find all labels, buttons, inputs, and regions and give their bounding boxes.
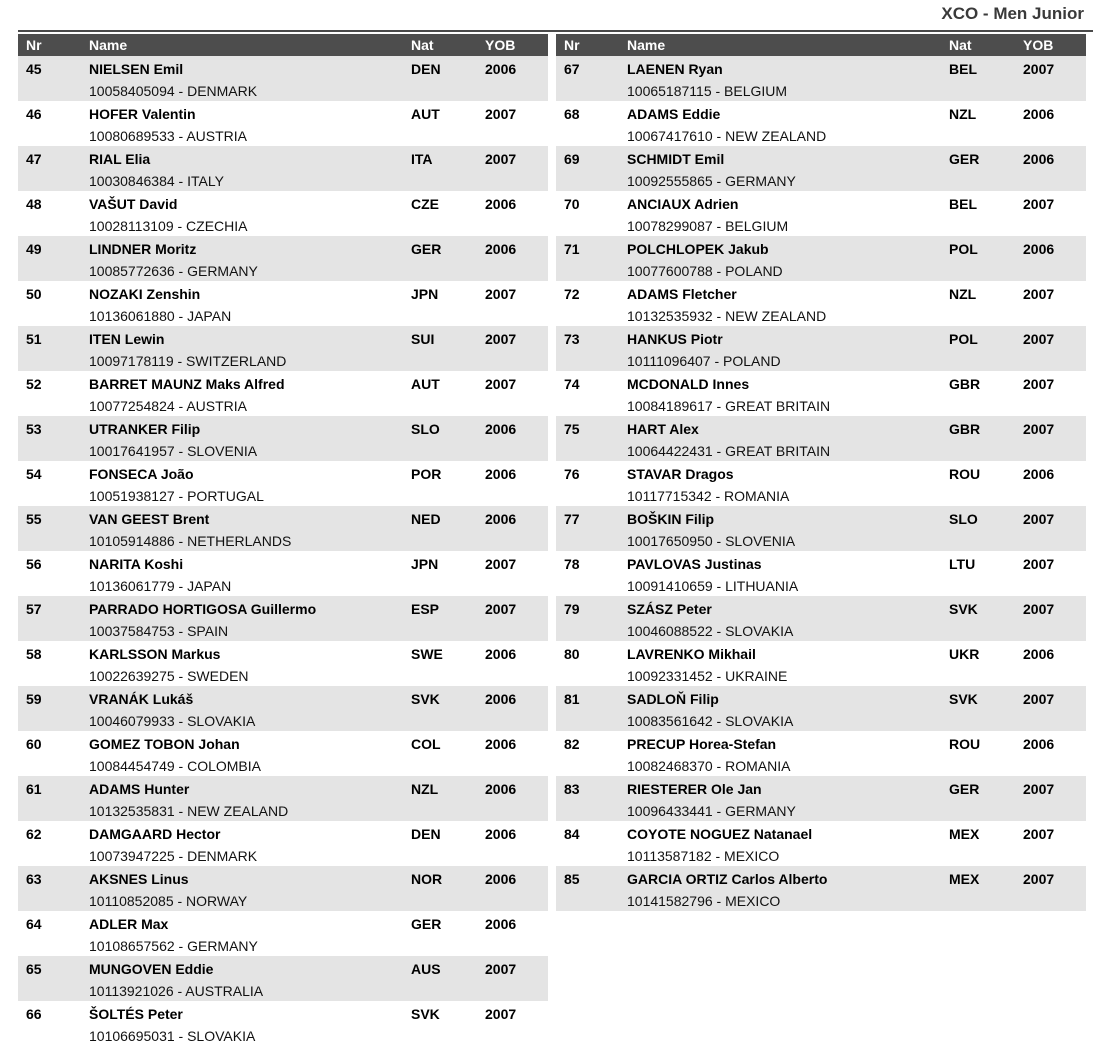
rider-nr: 85 [564, 871, 580, 887]
rider-uci-id: 10113921026 - AUSTRALIA [89, 983, 264, 999]
rider-yob: 2006 [1023, 241, 1055, 257]
rider-nr: 51 [26, 331, 42, 347]
table-row [556, 146, 1086, 191]
rider-rows [556, 56, 1086, 911]
rider-uci-id: 10046079933 - SLOVAKIA [89, 713, 256, 729]
rider-uci-id: 10084189617 - GREAT BRITAIN [627, 398, 831, 414]
rider-name: NIELSEN Emil [89, 61, 184, 77]
rider-nat: MEX [949, 871, 980, 887]
rider-nr: 79 [564, 601, 580, 617]
rider-name: VRANÁK Lukáš [89, 691, 194, 707]
rider-nr: 76 [564, 466, 580, 482]
table-header [18, 34, 548, 56]
table-row [556, 461, 1086, 506]
rider-name: DAMGAARD Hector [89, 826, 221, 842]
rider-name: UTRANKER Filip [89, 421, 201, 437]
rider-uci-id: 10080689533 - AUSTRIA [89, 128, 247, 144]
table-row [18, 911, 548, 956]
table-row [18, 596, 548, 641]
rider-yob: 2007 [1023, 601, 1055, 617]
rider-nat: POL [949, 241, 978, 257]
rider-nr: 60 [26, 736, 42, 752]
rider-yob: 2007 [1023, 196, 1055, 212]
rider-yob: 2006 [485, 196, 517, 212]
table-row [18, 146, 548, 191]
rider-name: SADLOŇ Filip [627, 691, 719, 707]
rider-nr: 47 [26, 151, 42, 167]
table-row [18, 191, 548, 236]
rider-yob: 2007 [485, 331, 517, 347]
table-row [18, 236, 548, 281]
rider-uci-id: 10058405094 - DENMARK [89, 83, 258, 99]
rider-nat: JPN [411, 556, 439, 572]
rider-nat: POL [949, 331, 978, 347]
table-row [556, 371, 1086, 416]
table-row [556, 191, 1086, 236]
rider-nat: NZL [949, 106, 977, 122]
header-divider [18, 30, 1093, 32]
rider-name: STAVAR Dragos [627, 466, 734, 482]
rider-uci-id: 10067417610 - NEW ZEALAND [627, 128, 827, 144]
rider-nat: NZL [949, 286, 977, 302]
rider-nat: GER [411, 916, 442, 932]
rider-nat: BEL [949, 196, 977, 212]
table-row [18, 101, 548, 146]
rider-nr: 52 [26, 376, 42, 392]
rider-name: GOMEZ TOBON Johan [89, 736, 240, 752]
rider-nat: AUT [411, 376, 440, 392]
rider-name: LAVRENKO Mikhail [627, 646, 756, 662]
rider-nat: CZE [411, 196, 439, 212]
rider-nr: 75 [564, 421, 580, 437]
table-row [18, 731, 548, 776]
rider-yob: 2007 [485, 961, 517, 977]
table-row [18, 1001, 548, 1046]
rider-nr: 50 [26, 286, 42, 302]
rider-yob: 2006 [1023, 736, 1055, 752]
rider-nat: JPN [411, 286, 439, 302]
rider-nr: 48 [26, 196, 42, 212]
rider-yob: 2006 [485, 736, 517, 752]
start-list-right [556, 34, 1086, 911]
rider-yob: 2006 [1023, 151, 1055, 167]
rider-nat: UKR [949, 646, 980, 662]
rider-uci-id: 10051938127 - PORTUGAL [89, 488, 264, 504]
table-row [18, 56, 548, 101]
rider-nr: 73 [564, 331, 580, 347]
rider-uci-id: 10078299087 - BELGIUM [627, 218, 789, 234]
rider-name: MCDONALD Innes [627, 376, 750, 392]
rider-uci-id: 10136061779 - JAPAN [89, 578, 232, 594]
table-row [556, 101, 1086, 146]
rider-uci-id: 10106695031 - SLOVAKIA [89, 1028, 256, 1044]
table-row [556, 731, 1086, 776]
rider-nat: AUS [411, 961, 441, 977]
rider-nr: 54 [26, 466, 42, 482]
rider-nr: 81 [564, 691, 580, 707]
rider-nr: 80 [564, 646, 580, 662]
rider-uci-id: 10132535831 - NEW ZEALAND [89, 803, 289, 819]
rider-uci-id: 10105914886 - NETHERLANDS [89, 533, 292, 549]
rider-name: KARLSSON Markus [89, 646, 221, 662]
table-row [18, 416, 548, 461]
rider-nr: 65 [26, 961, 42, 977]
rider-nr: 77 [564, 511, 580, 527]
rider-yob: 2006 [485, 871, 517, 887]
table-row [18, 866, 548, 911]
rider-nat: SLO [411, 421, 440, 437]
rider-yob: 2007 [485, 151, 517, 167]
table-row [18, 506, 548, 551]
header-yob: YOB [485, 37, 516, 53]
table-row [556, 236, 1086, 281]
rider-uci-id: 10065187115 - BELGIUM [627, 83, 788, 99]
rider-yob: 2007 [1023, 61, 1055, 77]
rider-nat: GER [949, 151, 980, 167]
rider-yob: 2006 [485, 511, 517, 527]
rider-nat: NZL [411, 781, 439, 797]
rider-name: LAENEN Ryan [627, 61, 723, 77]
rider-yob: 2007 [485, 556, 517, 572]
rider-uci-id: 10110852085 - NORWAY [89, 893, 248, 909]
rider-nr: 69 [564, 151, 580, 167]
rider-nat: DEN [411, 61, 441, 77]
rider-nr: 83 [564, 781, 580, 797]
rider-uci-id: 10111096407 - POLAND [627, 353, 781, 369]
rider-name: ADAMS Fletcher [627, 286, 737, 302]
rider-yob: 2007 [1023, 331, 1055, 347]
table-row [556, 866, 1086, 911]
rider-name: BOŠKIN Filip [627, 511, 715, 527]
rider-uci-id: 10084454749 - COLOMBIA [89, 758, 261, 774]
rider-yob: 2007 [485, 286, 517, 302]
rider-uci-id: 10077600788 - POLAND [627, 263, 783, 279]
table-row [18, 641, 548, 686]
header-yob: YOB [1023, 37, 1054, 53]
rider-nr: 53 [26, 421, 42, 437]
rider-yob: 2007 [485, 601, 517, 617]
rider-nat: GER [411, 241, 442, 257]
rider-nr: 59 [26, 691, 42, 707]
rider-nat: SUI [411, 331, 435, 347]
rider-yob: 2006 [485, 61, 517, 77]
rider-nr: 56 [26, 556, 42, 572]
rider-nr: 68 [564, 106, 580, 122]
rider-nr: 63 [26, 871, 42, 887]
rider-uci-id: 10113587182 - MEXICO [627, 848, 780, 864]
table-row [18, 461, 548, 506]
rider-yob: 2007 [1023, 511, 1055, 527]
rider-nat: ROU [949, 736, 981, 752]
rider-uci-id: 10030846384 - ITALY [89, 173, 224, 189]
table-row [18, 821, 548, 866]
rider-name: ITEN Lewin [89, 331, 165, 347]
rider-nat: AUT [411, 106, 440, 122]
rider-uci-id: 10017650950 - SLOVENIA [627, 533, 796, 549]
rider-nat: NED [411, 511, 441, 527]
rider-uci-id: 10117715342 - ROMANIA [627, 488, 790, 504]
rider-yob: 2006 [485, 466, 517, 482]
rider-uci-id: 10085772636 - GERMANY [89, 263, 258, 279]
rider-name: HART Alex [627, 421, 699, 437]
rider-nr: 74 [564, 376, 580, 392]
rider-uci-id: 10017641957 - SLOVENIA [89, 443, 258, 459]
table-row [18, 686, 548, 731]
rider-nat: ROU [949, 466, 981, 482]
rider-yob: 2006 [485, 421, 517, 437]
rider-yob: 2007 [485, 376, 517, 392]
rider-nat: GBR [949, 376, 981, 392]
rider-nat: GER [949, 781, 980, 797]
table-header [556, 34, 1086, 56]
rider-uci-id: 10091410659 - LITHUANIA [627, 578, 799, 594]
rider-yob: 2007 [1023, 826, 1055, 842]
table-row [556, 641, 1086, 686]
rider-yob: 2006 [485, 916, 517, 932]
rider-uci-id: 10097178119 - SWITZERLAND [89, 353, 287, 369]
header-name: Name [89, 37, 128, 53]
rider-name: ANCIAUX Adrien [627, 196, 739, 212]
rider-yob: 2006 [485, 781, 517, 797]
rider-nat: ESP [411, 601, 440, 617]
rider-name: ADAMS Hunter [89, 781, 190, 797]
table-row [556, 56, 1086, 101]
rider-uci-id: 10022639275 - SWEDEN [89, 668, 249, 684]
table-row [556, 326, 1086, 371]
table-row [556, 416, 1086, 461]
rider-uci-id: 10077254824 - AUSTRIA [89, 398, 247, 414]
rider-uci-id: 10096433441 - GERMANY [627, 803, 796, 819]
rider-nr: 45 [26, 61, 42, 77]
rider-name: HOFER Valentin [89, 106, 196, 122]
rider-name: SZÁSZ Peter [627, 601, 712, 617]
header-nat: Nat [411, 37, 434, 53]
rider-nat: NOR [411, 871, 443, 887]
rider-uci-id: 10073947225 - DENMARK [89, 848, 258, 864]
table-row [556, 281, 1086, 326]
rider-nat: SVK [949, 691, 978, 707]
rider-name: PARRADO HORTIGOSA Guillermo [89, 601, 317, 617]
rider-yob: 2007 [1023, 556, 1055, 572]
rider-nr: 84 [564, 826, 580, 842]
rider-name: ADAMS Eddie [627, 106, 721, 122]
rider-nat: MEX [949, 826, 980, 842]
rider-name: MUNGOVEN Eddie [89, 961, 214, 977]
table-row [556, 551, 1086, 596]
rider-nr: 58 [26, 646, 42, 662]
rider-uci-id: 10028113109 - CZECHIA [89, 218, 248, 234]
rider-uci-id: 10046088522 - SLOVAKIA [627, 623, 794, 639]
rider-yob: 2006 [1023, 646, 1055, 662]
rider-yob: 2007 [485, 106, 517, 122]
rider-yob: 2006 [485, 241, 517, 257]
rider-nat: DEN [411, 826, 441, 842]
rider-nr: 61 [26, 781, 42, 797]
rider-nr: 62 [26, 826, 42, 842]
rider-uci-id: 10082468370 - ROMANIA [627, 758, 791, 774]
rider-name: PAVLOVAS Justinas [627, 556, 762, 572]
rider-nr: 49 [26, 241, 42, 257]
rider-yob: 2006 [485, 826, 517, 842]
rider-yob: 2007 [1023, 286, 1055, 302]
rider-uci-id: 10092555865 - GERMANY [627, 173, 796, 189]
rider-name: BARRET MAUNZ Maks Alfred [89, 376, 285, 392]
rider-nr: 46 [26, 106, 42, 122]
rider-uci-id: 10132535932 - NEW ZEALAND [627, 308, 827, 324]
rider-name: NARITA Koshi [89, 556, 184, 572]
rider-name: VAN GEEST Brent [89, 511, 210, 527]
rider-name: ADLER Max [89, 916, 169, 932]
rider-yob: 2006 [485, 646, 517, 662]
rider-uci-id: 10083561642 - SLOVAKIA [627, 713, 794, 729]
rider-name: NOZAKI Zenshin [89, 286, 201, 302]
rider-nr: 82 [564, 736, 580, 752]
rider-yob: 2007 [1023, 871, 1055, 887]
rider-nr: 64 [26, 916, 42, 932]
rider-nat: SLO [949, 511, 978, 527]
rider-nat: SVK [411, 691, 440, 707]
table-row [18, 956, 548, 1001]
rider-yob: 2007 [1023, 781, 1055, 797]
rider-nr: 67 [564, 61, 580, 77]
table-row [18, 281, 548, 326]
rider-yob: 2006 [485, 691, 517, 707]
rider-name: ŠOLTÉS Peter [89, 1006, 183, 1022]
rider-uci-id: 10037584753 - SPAIN [89, 623, 229, 639]
rider-nr: 55 [26, 511, 42, 527]
header-nr: Nr [26, 37, 42, 53]
rider-rows [18, 56, 548, 1046]
rider-nr: 71 [564, 241, 580, 257]
table-row [556, 821, 1086, 866]
rider-uci-id: 10136061880 - JAPAN [89, 308, 232, 324]
rider-nat: BEL [949, 61, 977, 77]
table-row [556, 506, 1086, 551]
rider-name: GARCIA ORTIZ Carlos Alberto [627, 871, 828, 887]
table-row [18, 551, 548, 596]
rider-name: RIAL Elia [89, 151, 151, 167]
rider-name: LINDNER Moritz [89, 241, 197, 257]
rider-uci-id: 10141582796 - MEXICO [627, 893, 781, 909]
rider-nr: 70 [564, 196, 580, 212]
table-row [18, 776, 548, 821]
rider-uci-id: 10064422431 - GREAT BRITAIN [627, 443, 831, 459]
rider-nat: SVK [949, 601, 978, 617]
rider-nr: 78 [564, 556, 580, 572]
page-title: XCO - Men Junior [941, 4, 1084, 23]
rider-nat: SWE [411, 646, 443, 662]
table-row [556, 596, 1086, 641]
rider-yob: 2006 [1023, 106, 1055, 122]
table-row [556, 686, 1086, 731]
rider-yob: 2007 [1023, 691, 1055, 707]
rider-name: RIESTERER Ole Jan [627, 781, 762, 797]
rider-nr: 66 [26, 1006, 42, 1022]
rider-nat: POR [411, 466, 442, 482]
rider-name: FONSECA João [89, 466, 194, 482]
rider-nat: ITA [411, 151, 433, 167]
rider-name: HANKUS Piotr [627, 331, 723, 347]
header-name: Name [627, 37, 666, 53]
rider-yob: 2007 [485, 1006, 517, 1022]
rider-nr: 72 [564, 286, 580, 302]
rider-name: COYOTE NOGUEZ Natanael [627, 826, 813, 842]
rider-nat: COL [411, 736, 441, 752]
rider-uci-id: 10108657562 - GERMANY [89, 938, 258, 954]
rider-name: AKSNES Linus [89, 871, 189, 887]
rider-yob: 2007 [1023, 376, 1055, 392]
rider-name: PRECUP Horea-Stefan [627, 736, 777, 752]
rider-yob: 2007 [1023, 421, 1055, 437]
rider-nat: LTU [949, 556, 976, 572]
table-row [556, 776, 1086, 821]
table-row [18, 371, 548, 416]
rider-name: VAŠUT David [89, 196, 178, 212]
start-list-left [18, 34, 548, 1046]
rider-nat: GBR [949, 421, 981, 437]
header-nr: Nr [564, 37, 580, 53]
rider-yob: 2006 [1023, 466, 1055, 482]
table-row [18, 326, 548, 371]
rider-name: POLCHLOPEK Jakub [627, 241, 769, 257]
rider-name: SCHMIDT Emil [627, 151, 725, 167]
rider-nat: SVK [411, 1006, 440, 1022]
rider-nr: 57 [26, 601, 42, 617]
header-nat: Nat [949, 37, 972, 53]
rider-uci-id: 10092331452 - UKRAINE [627, 668, 788, 684]
